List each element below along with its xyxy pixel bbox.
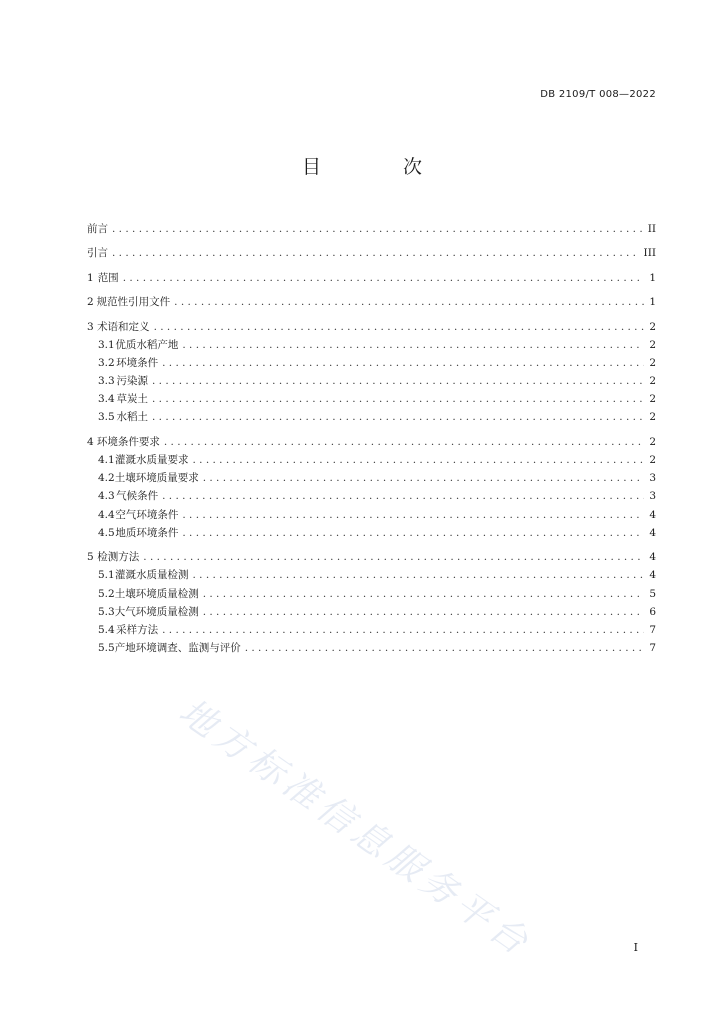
toc-dot-leader (123, 272, 644, 284)
toc-dot-leader (162, 357, 644, 369)
toc-entry-number: 5.4 (98, 623, 115, 636)
toc-entry-number: 5.1 (98, 569, 115, 582)
toc-entry[interactable] (87, 391, 656, 409)
toc-entry-number: 3.5 (98, 411, 115, 424)
page-title: 目 次 (301, 156, 461, 178)
toc-entry[interactable] (87, 622, 656, 640)
toc-entry-number: 3.2 (98, 356, 115, 369)
toc-dot-leader (182, 509, 644, 521)
toc-entry-page: 5 (649, 587, 656, 600)
toc-entry-page: 1 (649, 296, 656, 309)
toc-dot-leader (152, 411, 644, 423)
toc-entry-page: 3 (649, 472, 656, 485)
toc-dot-leader (203, 606, 644, 618)
toc-entry[interactable] (87, 294, 656, 312)
toc-entry-title: 环境条件 (116, 356, 159, 369)
toc-entry-page: 2 (649, 454, 656, 466)
toc-entry-number: 2 (87, 296, 94, 309)
toc-entry[interactable] (87, 355, 656, 373)
toc-entry-title: 优质水稻产地 (115, 338, 179, 351)
toc-entry-number: 3.4 (98, 393, 115, 406)
toc-dot-leader (182, 339, 644, 351)
toc-entry-title: 范围 (97, 271, 119, 284)
standard-code: DB 2109/T 008—2022 (540, 89, 656, 100)
toc-entry-page: 4 (649, 526, 656, 539)
toc-entry-page: III (643, 247, 656, 260)
toc-entry-title: 灌溉水质量要求 (114, 454, 189, 466)
toc-entry-page: 2 (649, 320, 656, 333)
toc-entry[interactable] (87, 319, 656, 337)
table-of-contents (87, 221, 656, 658)
toc-entry-page: 2 (649, 411, 656, 424)
toc-entry[interactable] (87, 567, 656, 585)
toc-entry-number: 5.5 (98, 642, 115, 655)
toc-entry-page: 2 (649, 435, 656, 448)
toc-entry-title: 地质环境条件 (115, 526, 179, 539)
toc-entry-page: II (647, 223, 656, 235)
toc-entry[interactable] (87, 373, 656, 391)
toc-entry-number: 3 (87, 320, 94, 333)
toc-entry[interactable] (87, 640, 656, 658)
toc-entry[interactable] (87, 221, 656, 239)
toc-entry-title: 草炭土 (116, 393, 148, 406)
toc-entry[interactable] (87, 452, 656, 470)
toc-entry-number: 5.3 (98, 605, 115, 618)
toc-entry[interactable] (87, 409, 656, 427)
toc-dot-leader (192, 569, 644, 581)
toc-entry-number: 3.3 (98, 375, 115, 388)
toc-dot-leader (192, 454, 644, 466)
toc-entry-number: 5.2 (98, 587, 115, 600)
toc-entry-title: 术语和定义 (97, 320, 150, 333)
toc-entry-number: 4.2 (98, 472, 115, 485)
toc-entry-page: 2 (649, 393, 656, 406)
toc-dot-leader (152, 375, 644, 387)
toc-entry-page: 4 (649, 551, 656, 564)
toc-entry-page: 7 (649, 623, 656, 636)
toc-entry-title: 引言 (87, 247, 108, 260)
toc-entry[interactable] (87, 245, 656, 263)
toc-entry[interactable] (87, 604, 656, 622)
toc-entry-title: 大气环境质量检测 (114, 605, 199, 618)
toc-entry[interactable] (87, 270, 656, 288)
toc-entry-title: 前言 (87, 223, 108, 235)
toc-entry-title: 检测方法 (97, 551, 140, 564)
toc-entry-number: 4 (87, 435, 94, 448)
toc-dot-leader (245, 642, 644, 654)
toc-entry-page: 3 (649, 490, 656, 503)
toc-dot-leader (182, 527, 644, 539)
toc-entry-title: 水稻土 (116, 411, 148, 424)
toc-dot-leader (203, 472, 644, 484)
page-number: I (633, 941, 638, 954)
toc-entry[interactable] (87, 337, 656, 355)
toc-dot-leader (162, 490, 644, 502)
toc-entry-title: 规范性引用文件 (96, 296, 171, 309)
toc-dot-leader (112, 223, 644, 235)
toc-entry-number: 4.1 (98, 454, 115, 466)
toc-entry-number: 4.3 (98, 490, 115, 503)
toc-entry-page: 4 (649, 508, 656, 521)
toc-entry-title: 灌溉水质量检测 (114, 569, 189, 582)
toc-entry-page: 4 (649, 569, 656, 582)
toc-entry-title: 空气环境条件 (115, 508, 179, 521)
toc-dot-leader (154, 321, 644, 333)
toc-entry[interactable] (87, 507, 656, 525)
toc-dot-leader (203, 588, 644, 600)
toc-entry-page: 2 (649, 338, 656, 351)
toc-entry[interactable] (87, 488, 656, 506)
toc-entry-title: 污染源 (116, 375, 148, 388)
toc-entry-page: 2 (649, 356, 656, 369)
toc-entry-number: 4.4 (98, 508, 115, 521)
toc-dot-leader (152, 393, 644, 405)
toc-entry[interactable] (87, 434, 656, 452)
toc-entry-number: 4.5 (98, 526, 115, 539)
toc-dot-leader (112, 247, 640, 259)
toc-entry-title: 产地环境调查、监测与评价 (114, 642, 241, 655)
toc-entry-number: 3.1 (98, 338, 115, 351)
toc-entry-title: 气候条件 (116, 490, 159, 503)
toc-dot-leader (164, 436, 644, 448)
toc-entry[interactable] (87, 525, 656, 543)
toc-entry-number: 1 (87, 271, 94, 284)
toc-entry-number: 5 (87, 551, 94, 564)
toc-entry[interactable] (87, 470, 656, 488)
toc-entry-page: 7 (649, 642, 656, 655)
toc-entry[interactable] (87, 549, 656, 567)
toc-entry[interactable] (87, 586, 656, 604)
toc-entry-page: 6 (649, 605, 656, 618)
toc-entry-title: 土壤环境质量检测 (114, 587, 199, 600)
toc-entry-title: 采样方法 (116, 623, 159, 636)
watermark: 地方标准信息服务平台 (171, 691, 540, 966)
toc-entry-page: 2 (649, 375, 656, 388)
toc-dot-leader (162, 624, 644, 636)
toc-dot-leader (143, 551, 644, 563)
toc-entry-page: 1 (649, 271, 656, 284)
toc-dot-leader (174, 296, 644, 308)
toc-entry-title: 环境条件要求 (96, 435, 160, 448)
toc-entry-title: 土壤环境质量要求 (114, 472, 199, 485)
